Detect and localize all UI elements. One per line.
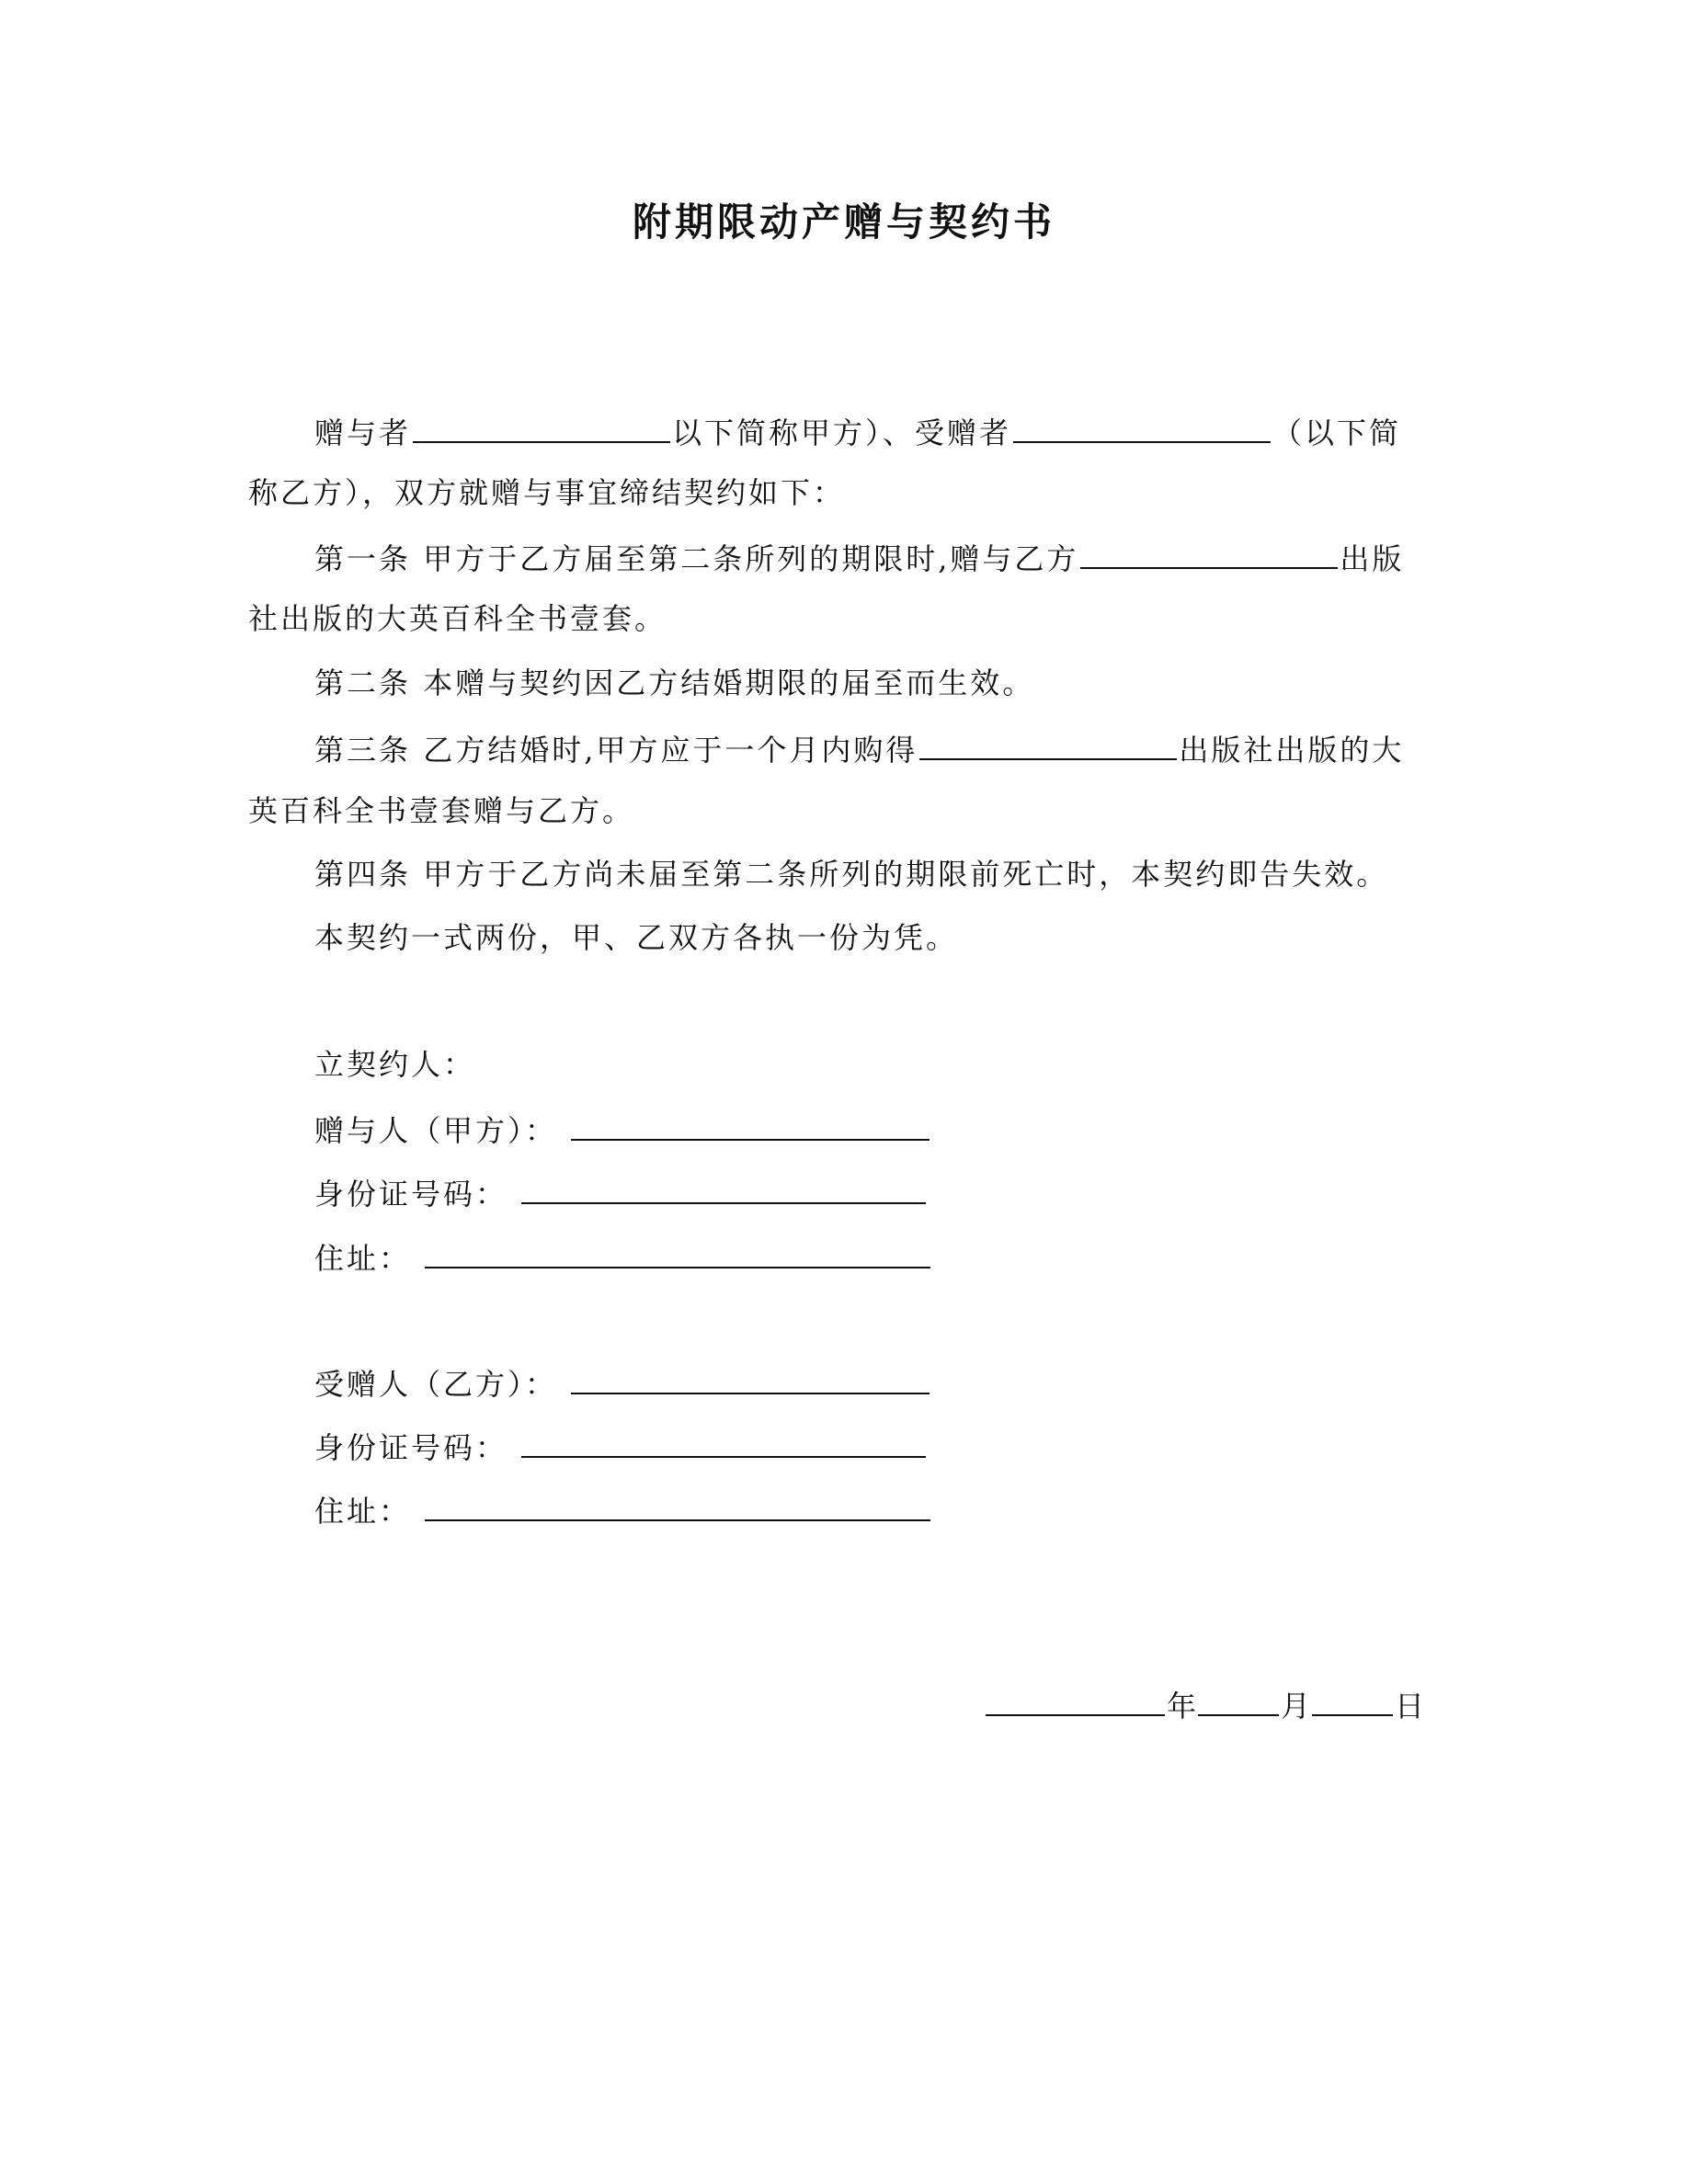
article-4 xyxy=(314,854,1388,894)
donor-name-label: 赠与人（甲方）： xyxy=(314,1113,558,1148)
date-month-label: 月 xyxy=(1281,1689,1311,1723)
article-3-line-2: 英百科全书壹套赠与乙方。 xyxy=(248,793,635,828)
donor-name-row xyxy=(314,1108,931,1151)
donee-name-blank[interactable] xyxy=(1013,410,1271,443)
date-row xyxy=(984,1683,1424,1726)
donee-address-field[interactable] xyxy=(425,1488,930,1521)
article-2 xyxy=(314,663,1034,703)
signatures-heading: 立契约人： xyxy=(314,1047,476,1082)
donor-id-field[interactable] xyxy=(521,1171,926,1204)
article-4-label: 第四条 xyxy=(314,857,412,892)
article-3-text-after: 出版社出版的大 xyxy=(1179,733,1405,768)
donee-signature-field[interactable] xyxy=(571,1361,930,1394)
donor-id-label: 身份证号码： xyxy=(314,1177,508,1211)
donor-label: 赠与者 xyxy=(314,415,412,450)
donor-signature-field[interactable] xyxy=(571,1108,930,1141)
intro-text-2: 以下简称甲方）、受赠者 xyxy=(672,415,1012,450)
donor-address-label: 住址： xyxy=(314,1241,412,1276)
date-year-label: 年 xyxy=(1167,1689,1197,1723)
donor-address-row xyxy=(314,1235,932,1279)
copies-clause: 本契约一式两份，甲、乙双方各执一份为凭。 xyxy=(314,920,959,955)
date-day-label: 日 xyxy=(1395,1689,1425,1723)
donee-id-field[interactable] xyxy=(521,1425,926,1458)
date-year-field[interactable] xyxy=(986,1683,1165,1716)
article-1-text-after: 出版 xyxy=(1340,541,1405,576)
date-day-field[interactable] xyxy=(1312,1683,1393,1716)
document-title: 附期限动产赠与契约书 xyxy=(632,199,1055,245)
donee-name-label: 受赠人（乙方）： xyxy=(314,1367,558,1402)
donor-id-row xyxy=(314,1171,928,1214)
article-3-label: 第三条 xyxy=(314,733,412,768)
article-4-text: 甲方于乙方尚未届至第二条所列的期限前死亡时，本契约即告失效。 xyxy=(423,857,1389,892)
donor-name-blank[interactable] xyxy=(413,410,670,443)
article-1-line-2: 社出版的大英百科全书壹套。 xyxy=(248,601,667,636)
donee-id-label: 身份证号码： xyxy=(314,1430,508,1465)
article-1-line-1 xyxy=(314,536,1404,579)
intro-text-3: （以下简 xyxy=(1272,415,1402,450)
intro-line-1 xyxy=(314,410,1401,453)
donee-name-row xyxy=(314,1361,931,1405)
date-month-field[interactable] xyxy=(1198,1683,1279,1716)
article-1-text: 甲方于乙方届至第二条所列的期限时,赠与乙方 xyxy=(423,541,1079,576)
intro-line-2: 称乙方），双方就赠与事宜缔结契约如下： xyxy=(248,475,846,510)
article-2-label: 第二条 xyxy=(314,665,412,700)
article-3-line-1 xyxy=(314,727,1404,770)
article-1-publisher-blank[interactable] xyxy=(1080,536,1338,569)
article-1-label: 第一条 xyxy=(314,541,412,576)
donor-address-field[interactable] xyxy=(425,1235,930,1268)
article-2-text: 本赠与契约因乙方结婚期限的届至而生效。 xyxy=(423,665,1035,700)
article-3-publisher-blank[interactable] xyxy=(919,727,1177,760)
donee-address-row xyxy=(314,1488,932,1531)
article-3-text: 乙方结婚时,甲方应于一个月内购得 xyxy=(423,733,918,768)
donee-address-label: 住址： xyxy=(314,1494,412,1529)
donee-id-row xyxy=(314,1425,928,1468)
